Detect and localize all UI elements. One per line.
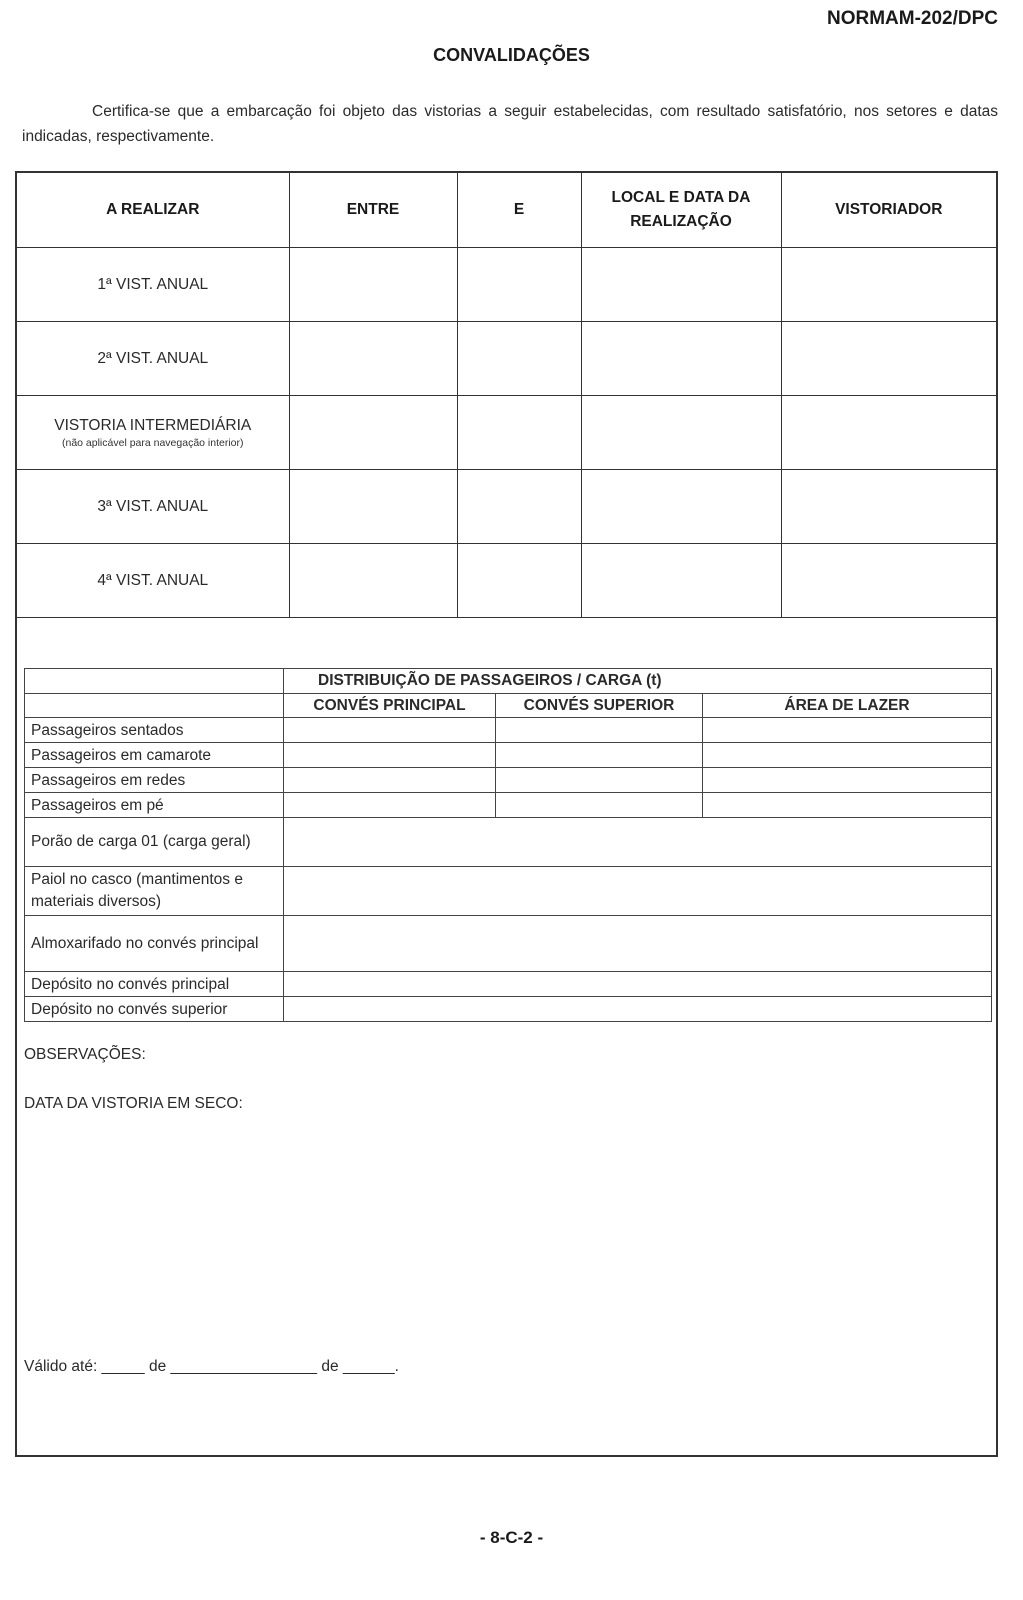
main-deck-cell[interactable] <box>284 768 496 793</box>
column-header: LOCAL E DATA DA REALIZAÇÃO <box>581 173 781 248</box>
cargo-row <box>25 997 992 1022</box>
main-deck-cell[interactable] <box>284 793 496 818</box>
intro-paragraph: Certifica-se que a embarcação foi objeto das vistorias a seguir estabelecidas, com resultado satisfatório, nos setores e datas indicadas, respectivamente. <box>22 103 998 145</box>
distribution-title: DISTRIBUIÇÃO DE PASSAGEIROS / CARGA (t) <box>284 669 992 694</box>
inspector-cell[interactable] <box>781 322 996 396</box>
main-deck-cell[interactable] <box>284 718 496 743</box>
passenger-row <box>25 768 992 793</box>
column-header: VISTORIADOR <box>781 173 996 248</box>
form-frame <box>15 171 998 1457</box>
cargo-row-label: Depósito no convés principal <box>25 972 284 997</box>
cargo-value-cell[interactable] <box>284 867 992 916</box>
survey-row <box>17 396 996 470</box>
survey-row-label: 2ª VIST. ANUAL <box>17 322 289 396</box>
local-date-cell[interactable] <box>581 396 781 470</box>
local-date-cell[interactable] <box>581 470 781 544</box>
distribution-corner <box>25 694 284 718</box>
cargo-row-label: Depósito no convés superior <box>25 997 284 1022</box>
page-title: CONVALIDAÇÕES <box>433 45 590 65</box>
cargo-value-cell[interactable] <box>284 997 992 1022</box>
leisure-area-cell[interactable] <box>703 743 992 768</box>
survey-row-label: 1ª VIST. ANUAL <box>17 248 289 322</box>
passenger-row <box>25 718 992 743</box>
inspector-cell[interactable] <box>781 544 996 618</box>
survey-row-label: 4ª VIST. ANUAL <box>17 544 289 618</box>
entre-cell[interactable] <box>289 396 457 470</box>
upper-deck-cell[interactable] <box>496 743 703 768</box>
cargo-row <box>25 916 992 972</box>
cargo-row-label: Almoxarifado no convés principal <box>25 916 284 972</box>
passenger-row <box>25 793 992 818</box>
observations-label: OBSERVAÇÕES: <box>24 1046 146 1063</box>
e-cell[interactable] <box>457 470 581 544</box>
cargo-row <box>25 867 992 916</box>
column-header: CONVÉS SUPERIOR <box>496 694 703 718</box>
inspector-cell[interactable] <box>781 470 996 544</box>
column-header: E <box>457 173 581 248</box>
column-header: A REALIZAR <box>17 173 289 248</box>
entre-cell[interactable] <box>289 248 457 322</box>
cargo-row-label: Paiol no casco (mantimentos e materiais diversos) <box>25 867 284 916</box>
leisure-area-cell[interactable] <box>703 718 992 743</box>
column-header: CONVÉS PRINCIPAL <box>284 694 496 718</box>
document-code: NORMAM-202/DPC <box>826 8 998 29</box>
survey-table <box>17 173 996 618</box>
passenger-row-label: Passageiros em redes <box>25 768 284 793</box>
e-cell[interactable] <box>457 544 581 618</box>
distribution-title-spacer <box>25 669 284 694</box>
upper-deck-cell[interactable] <box>496 768 703 793</box>
local-date-cell[interactable] <box>581 322 781 396</box>
local-date-cell[interactable] <box>581 248 781 322</box>
upper-deck-cell[interactable] <box>496 793 703 818</box>
e-cell[interactable] <box>457 322 581 396</box>
distribution-column-row <box>25 694 992 718</box>
dry-survey-date-label: DATA DA VISTORIA EM SECO: <box>24 1095 243 1112</box>
e-cell[interactable] <box>457 248 581 322</box>
cargo-value-cell[interactable] <box>284 916 992 972</box>
inspector-cell[interactable] <box>781 248 996 322</box>
entre-cell[interactable] <box>289 322 457 396</box>
survey-row-note: (não aplicável para navegação interior) <box>61 436 244 449</box>
valid-until-line: Válido até: _____ de _________________ de ______. <box>24 1358 399 1375</box>
survey-row <box>17 470 996 544</box>
survey-row-label: VISTORIA INTERMEDIÁRIA <box>54 416 252 434</box>
entre-cell[interactable] <box>289 544 457 618</box>
survey-row <box>17 322 996 396</box>
survey-header-row <box>17 173 996 248</box>
survey-row <box>17 544 996 618</box>
leisure-area-cell[interactable] <box>703 793 992 818</box>
cargo-row-label: Porão de carga 01 (carga geral) <box>25 818 284 867</box>
cargo-row <box>25 818 992 867</box>
cargo-value-cell[interactable] <box>284 818 992 867</box>
distribution-title-row <box>25 669 992 694</box>
local-date-cell[interactable] <box>581 544 781 618</box>
entre-cell[interactable] <box>289 470 457 544</box>
column-header: ÁREA DE LAZER <box>703 694 992 718</box>
distribution-table <box>24 668 992 1022</box>
survey-row-label: 3ª VIST. ANUAL <box>17 470 289 544</box>
page-number: - 8-C-2 - <box>479 1528 544 1547</box>
cargo-row <box>25 972 992 997</box>
column-header: ENTRE <box>289 173 457 248</box>
passenger-row-label: Passageiros em pé <box>25 793 284 818</box>
survey-row <box>17 248 996 322</box>
inspector-cell[interactable] <box>781 396 996 470</box>
passenger-row-label: Passageiros sentados <box>25 718 284 743</box>
passenger-row-label: Passageiros em camarote <box>25 743 284 768</box>
e-cell[interactable] <box>457 396 581 470</box>
leisure-area-cell[interactable] <box>703 768 992 793</box>
cargo-value-cell[interactable] <box>284 972 992 997</box>
main-deck-cell[interactable] <box>284 743 496 768</box>
survey-row-label-cell <box>17 396 289 470</box>
passenger-row <box>25 743 992 768</box>
upper-deck-cell[interactable] <box>496 718 703 743</box>
